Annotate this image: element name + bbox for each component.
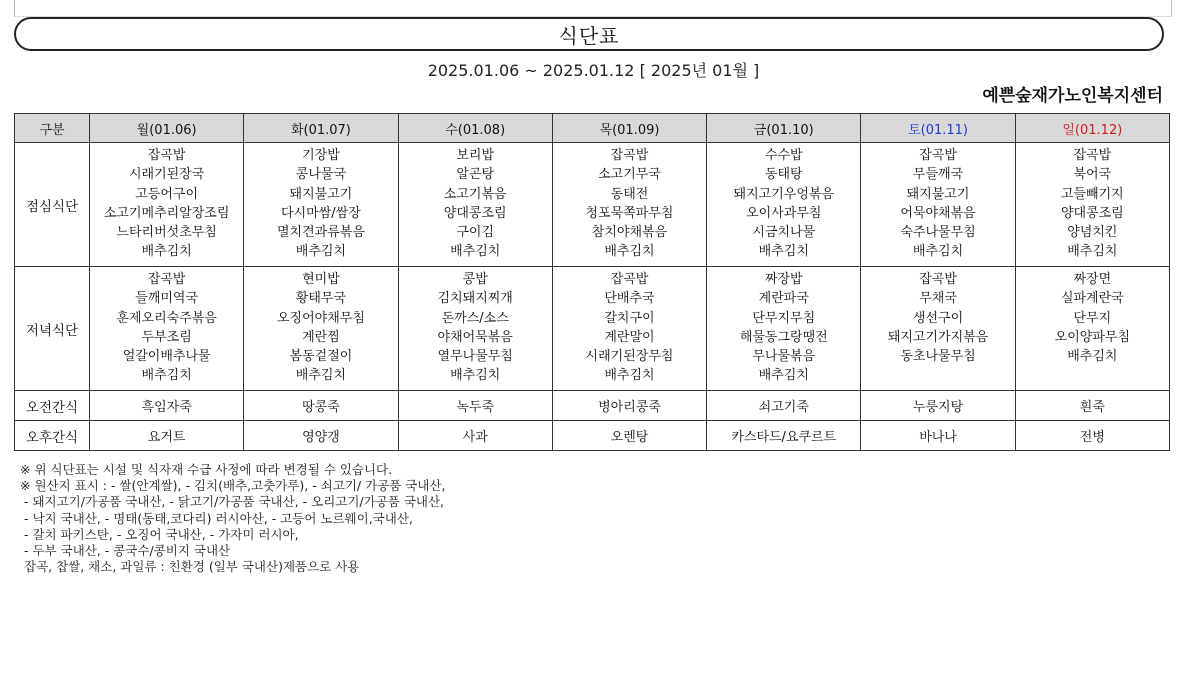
lunch-day-cell	[707, 143, 861, 267]
dish-item: 무들깨국	[912, 167, 964, 183]
dish-item: 잡곡밥	[610, 272, 649, 287]
dish-item: 시금치나물	[752, 225, 816, 241]
dish-item: 느타리버섯초무침	[116, 225, 217, 241]
note-line: - 낙지 국내산, - 명태(동태,코다리) 러시아산, - 고등어 노르웨이,국내산,	[20, 510, 413, 526]
dish-item: 배추김치	[604, 244, 655, 260]
dish-item: 열무나물무침	[437, 349, 513, 365]
dish-item: 오이사과무침	[746, 205, 822, 221]
header-day-fri: 금(01.10)	[707, 114, 861, 143]
dish-item: 배추김치	[912, 244, 964, 260]
dish-item: 들깨미역국	[135, 291, 199, 307]
dish-item: 구이김	[456, 225, 495, 241]
morning-snack-cell: 흰죽	[1015, 391, 1169, 421]
lunch-day-cell	[90, 143, 244, 267]
dish-item: 배추김치	[604, 368, 655, 384]
note-line: - 갈치 파키스탄, - 오징어 국내산, - 가자미 러시아,	[20, 526, 299, 542]
header-day-sun: 일(01.12)	[1015, 114, 1169, 143]
document-top-frame	[14, 0, 1172, 17]
dish-item: 콩밥	[462, 272, 488, 287]
dish-item: 고등어구이	[135, 186, 199, 202]
lunch-day-cell	[552, 143, 706, 267]
morning-snack-cell: 땅콩죽	[244, 391, 398, 421]
table-header-row	[15, 114, 1170, 143]
dish-item: 기장밥	[302, 148, 340, 163]
morning-snack-label: 오전간식	[15, 391, 90, 421]
dish-item: 돼지고기가지볶음	[887, 329, 989, 345]
dish-item: 오징어야채무침	[276, 310, 365, 326]
dish-item: 양대콩조림	[443, 205, 507, 221]
center-name: 예쁜숲재가노인복지센터	[982, 86, 1163, 106]
morning-snack-cell: 녹두죽	[398, 391, 552, 421]
dinner-day-cell	[552, 267, 706, 391]
dish-item: 단무지	[1073, 310, 1112, 326]
dinner-day-cell	[90, 267, 244, 391]
morning-snack-cell: 쇠고기죽	[707, 391, 861, 421]
dish-item: 멸치견과류볶음	[276, 225, 365, 241]
dish-item: 수수밥	[764, 148, 803, 163]
lunch-day-cell	[1015, 143, 1169, 267]
dish-item: 계란파국	[758, 291, 809, 307]
dish-item: 소고기볶음	[443, 186, 507, 202]
dish-item: 배추김치	[758, 368, 809, 384]
header-day-sat: 토(01.11)	[861, 114, 1015, 143]
lunch-day-cell	[861, 143, 1015, 267]
dish-item: 훈제오리숙주볶음	[116, 310, 217, 326]
dish-item: 참치야채볶음	[591, 225, 668, 241]
dish-item: 돼지불고기	[906, 186, 970, 202]
dinner-row	[15, 267, 1170, 391]
dish-item: 배추김치	[295, 244, 347, 260]
dinner-day-cell	[861, 267, 1015, 391]
dish-item: 실파계란국	[1060, 291, 1124, 307]
dish-item: 배추김치	[450, 368, 501, 384]
afternoon-snack-cell: 전병	[1015, 421, 1169, 451]
header-label: 구분	[15, 114, 90, 143]
dish-item: 고들빼기지	[1060, 186, 1124, 202]
dish-item: 황태무국	[295, 291, 347, 307]
dinner-day-cell	[707, 267, 861, 391]
dish-item: 돼지불고기	[289, 186, 353, 202]
afternoon-snack-label: 오후간식	[15, 421, 90, 451]
afternoon-snack-cell: 바나나	[861, 421, 1015, 451]
note-line: ※ 원산지 표시 : - 쌀(안계쌀), - 김치(배추,고춧가루), - 쇠고기/ 가공품 국내산,	[20, 478, 446, 494]
dish-item: 소고기무국	[598, 167, 661, 183]
note-line: 잡곡, 찹쌀, 채소, 과일류 : 친환경 (일부 국내산)제품으로 사용	[20, 559, 360, 575]
dish-item: 어묵야채볶음	[900, 205, 976, 221]
dish-item: 무나물볶음	[752, 349, 816, 365]
dish-item: 배추김치	[1067, 349, 1118, 365]
dish-item: 다시마쌈/쌈장	[281, 205, 361, 221]
note-line: - 두부 국내산, - 콩국수/콩비지 국내산	[20, 543, 231, 559]
dish-item: 돼지고기우엉볶음	[733, 186, 834, 202]
dish-item: 양념치킨	[1067, 225, 1118, 241]
lunch-label: 점심식단	[15, 143, 90, 267]
dish-item: 북어국	[1073, 167, 1112, 183]
dish-item: 동태전	[610, 186, 649, 202]
dish-item: 김치돼지찌개	[437, 291, 513, 307]
lunch-day-cell	[244, 143, 398, 267]
dish-item: 잡곡밥	[147, 272, 186, 287]
dish-item: 계란찜	[302, 329, 340, 345]
dish-item: 오이양파무침	[1054, 329, 1131, 345]
dish-item: 청포묵쪽파무침	[585, 205, 674, 221]
dish-item: 두부조림	[141, 329, 192, 345]
dish-item: 시래기된장무침	[585, 349, 674, 365]
dish-item: 단무지무침	[752, 310, 816, 326]
dish-item: 동태탕	[764, 167, 803, 183]
header-day-wed: 수(01.08)	[398, 114, 552, 143]
lunch-day-cell	[398, 143, 552, 267]
dish-item: 잡곡밥	[147, 148, 186, 163]
note-line: ※ 위 식단표는 시설 및 식자재 수급 사정에 따라 변경될 수 있습니다.	[20, 462, 393, 477]
dish-item: 무채국	[919, 291, 957, 307]
dish-item: 보리밥	[456, 148, 495, 163]
dish-item: 갈치구이	[604, 310, 655, 326]
dish-item: 배추김치	[141, 368, 192, 384]
dish-item: 잡곡밥	[1073, 148, 1112, 163]
dish-item: 배추김치	[295, 368, 347, 384]
afternoon-snack-cell: 오렌탕	[552, 421, 706, 451]
dinner-label: 저녁식단	[15, 267, 90, 391]
dish-item: 생선구이	[912, 310, 964, 326]
dish-item: 잡곡밥	[919, 272, 957, 287]
note-line: - 돼지고기/가공품 국내산, - 닭고기/가공품 국내산, - 오리고기/가공품 국내산,	[20, 494, 445, 510]
dish-item: 배추김치	[450, 244, 501, 260]
dish-item: 콩나물국	[295, 167, 347, 183]
header-day-mon: 월(01.06)	[90, 114, 244, 143]
afternoon-snack-cell: 사과	[398, 421, 552, 451]
dinner-day-cell	[244, 267, 398, 391]
morning-snack-row	[15, 391, 1170, 421]
dish-item: 동초나물무침	[900, 349, 976, 365]
morning-snack-cell: 흑임자죽	[90, 391, 244, 421]
dish-item: 야채어묵볶음	[437, 329, 513, 345]
dish-item: 배추김치	[758, 244, 809, 260]
menu-period: 2025.01.06 ~ 2025.01.12 [ 2025년 01월 ]	[427, 61, 760, 80]
dish-item: 잡곡밥	[610, 148, 649, 163]
dish-item: 알곤탕	[456, 167, 495, 183]
dish-item: 양대콩조림	[1060, 205, 1124, 221]
dish-item: 얼갈이배추나물	[122, 349, 211, 365]
page-title: 식단표	[14, 17, 1164, 51]
morning-snack-cell: 병아리콩죽	[552, 391, 706, 421]
dish-item: 배추김치	[1067, 244, 1118, 260]
dish-item: 잡곡밥	[919, 148, 957, 163]
dish-item: 봄동겉절이	[289, 349, 353, 365]
header-day-tue: 화(01.07)	[244, 114, 398, 143]
morning-snack-cell: 누룽지탕	[861, 391, 1015, 421]
dish-item: 짜장밥	[764, 272, 803, 287]
lunch-row	[15, 143, 1170, 267]
afternoon-snack-cell: 카스타드/요쿠르트	[707, 421, 861, 451]
header-day-thu: 목(01.09)	[552, 114, 706, 143]
dish-item: 시래기된장국	[128, 167, 205, 183]
dish-item: 숙주나물무침	[900, 225, 976, 241]
afternoon-snack-row	[15, 421, 1170, 451]
dish-item: 단배추국	[604, 291, 655, 307]
dish-item: 배추김치	[141, 244, 192, 260]
notes-section	[20, 462, 446, 575]
dish-item: 짜장면	[1073, 272, 1112, 287]
afternoon-snack-cell: 요거트	[90, 421, 244, 451]
dish-item: 해물동그랑땡전	[739, 329, 828, 345]
dish-item: 소고기메추리알장조림	[103, 205, 230, 221]
dish-item: 돈까스/소스	[441, 310, 509, 326]
dinner-day-cell	[1015, 267, 1169, 391]
dish-item: 현미밥	[302, 272, 340, 287]
dinner-day-cell	[398, 267, 552, 391]
afternoon-snack-cell: 영양갱	[244, 421, 398, 451]
menu-table	[14, 113, 1170, 451]
dish-item: 계란말이	[604, 329, 655, 345]
